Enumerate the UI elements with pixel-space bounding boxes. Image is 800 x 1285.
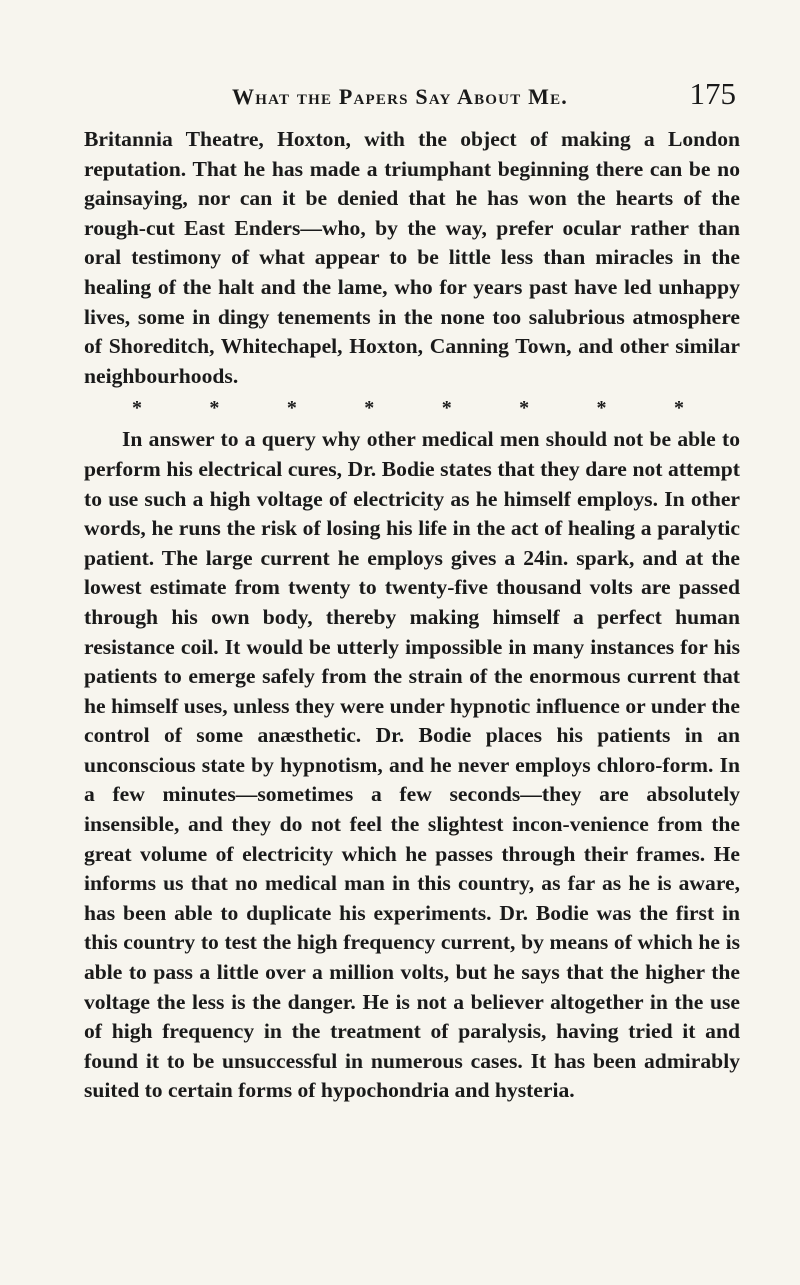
separator-asterisk: * — [596, 396, 607, 419]
separator-asterisk: * — [364, 396, 375, 419]
paragraph: In answer to a query why other medical men should not be able to perform his electrical cures, Dr. Bodie states that they dare not attempt to use such a high voltage of electricity as he himself employs. In other words, he runs the risk of losing his life in the act of healing a paralytic patient. The large current he employs gives a 24in. spark, and at the lowest estimate from twenty to twenty-five thousand volts are passed through his own body, thereby making himself a perfect human resistance coil. It would be utterly impossible in many instances for his patients to emerge safely from the strain of the enormous current that he himself uses, unless they were under hypnotic influence or under the control of some anæsthetic. Dr. Bodie places his patients in an unconscious state by hypnotism, and he never employs chloro-form. In a few minutes—sometimes a few seconds—they are absolutely insensible, and they do not feel the slightest incon-venience from the great volume of electricity which he passes through their frames. He informs us that no medical man in this country, as far as he is aware, has been able to duplicate his experiments. Dr. Bodie was the first in this country to test the high frequency current, by means of which he is able to pass a little over a million volts, but he says that the higher the voltage the less is the danger. He is not a believer altogether in the use of high frequency in the treatment of paralysis, having tried it and found it to be unsuccessful in numerous cases. It has been admirably suited to certain forms of hypochondria and hysteria. — [84, 427, 740, 1103]
body-text — [84, 125, 740, 1106]
separator-asterisk: * — [519, 396, 530, 419]
running-head-title: What the Papers Say About Me. — [232, 84, 568, 109]
paragraph-continued: Britannia Theatre, Hoxton, with the object of making a London reputation. That he has made a triumphant beginning there can be no gainsaying, nor can it be denied that he has won the hearts of the rough-cut East Enders—who, by the way, prefer ocular rather than oral testimony of what appear to be little less than miracles in the healing of the halt and the lame, who for years past have led unhappy lives, some in dingy tenements in the none too salubrious atmosphere of Shoreditch, Whitechapel, Hoxton, Canning Town, and other similar neighbourhoods. — [84, 127, 740, 388]
page-number: 175 — [689, 76, 736, 111]
separator-asterisk: * — [132, 396, 142, 419]
separator-asterisk: * — [441, 396, 452, 419]
section-separator — [128, 393, 688, 423]
separator-asterisk: * — [673, 396, 684, 419]
separator-asterisk: * — [209, 396, 220, 419]
separator-asterisk: * — [286, 396, 297, 419]
